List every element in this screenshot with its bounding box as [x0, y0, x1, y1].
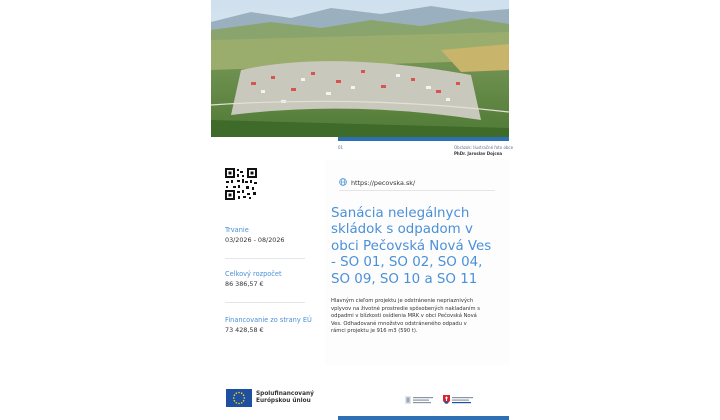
- divider: [225, 258, 305, 259]
- photo-caption-line1: Obrázok: Ilustračné foto obce: [454, 145, 514, 150]
- duration-label: Trvanie: [225, 226, 249, 234]
- budget-label: Celkový rozpočet: [225, 270, 282, 278]
- eu-funding-value: 73 428,58 €: [225, 326, 264, 334]
- slovak-coat-of-arms-icon: [443, 390, 475, 409]
- footer-accent-bar: [338, 416, 509, 420]
- photo-accent-bar: [338, 137, 509, 141]
- eu-line1: Spolufinancovaný: [256, 391, 314, 397]
- eu-cofunded-text: [256, 391, 314, 405]
- website-url: https://pecovska.sk/: [351, 179, 416, 187]
- photo-caption-left: 01: [338, 145, 344, 150]
- photo-caption-line2: PhDr. Jaroslav Dojcna: [454, 151, 503, 156]
- partner-logos: [405, 390, 475, 409]
- globe-icon: [339, 178, 347, 188]
- eu-line2: Európskou úniou: [256, 398, 311, 404]
- ministry-logo-icon: [405, 390, 435, 409]
- budget-value: 86 386,57 €: [225, 280, 264, 288]
- qr-code-icon: [225, 168, 257, 200]
- eu-flag-icon: [226, 389, 252, 407]
- project-description: Hlavným cieľom projektu je odstránenie nepriaznivých vplyvov na životné prostredie spôsobených nakladaním s odpadmi v blízkosti osídlenia MRK v obci Pečovská Nová Ves. Odhadované množstvo odstráneného odpadu v rámci projektu je 916 m3 (590 t).: [331, 298, 480, 335]
- project-poster: [211, 0, 514, 420]
- divider: [225, 302, 305, 303]
- aerial-village-photo: [211, 0, 509, 137]
- project-title: Sanácia nelegálnych skládok s odpadom v obci Pečovská Nová Ves - SO 01, SO 02, SO 04, SO 09, SO 10 a SO 11: [331, 206, 492, 287]
- duration-value: 03/2026 - 08/2026: [225, 236, 285, 244]
- eu-funding-label: Financovanie zo strany EÚ: [225, 316, 312, 324]
- divider: [339, 190, 495, 191]
- website-link[interactable]: [339, 178, 415, 188]
